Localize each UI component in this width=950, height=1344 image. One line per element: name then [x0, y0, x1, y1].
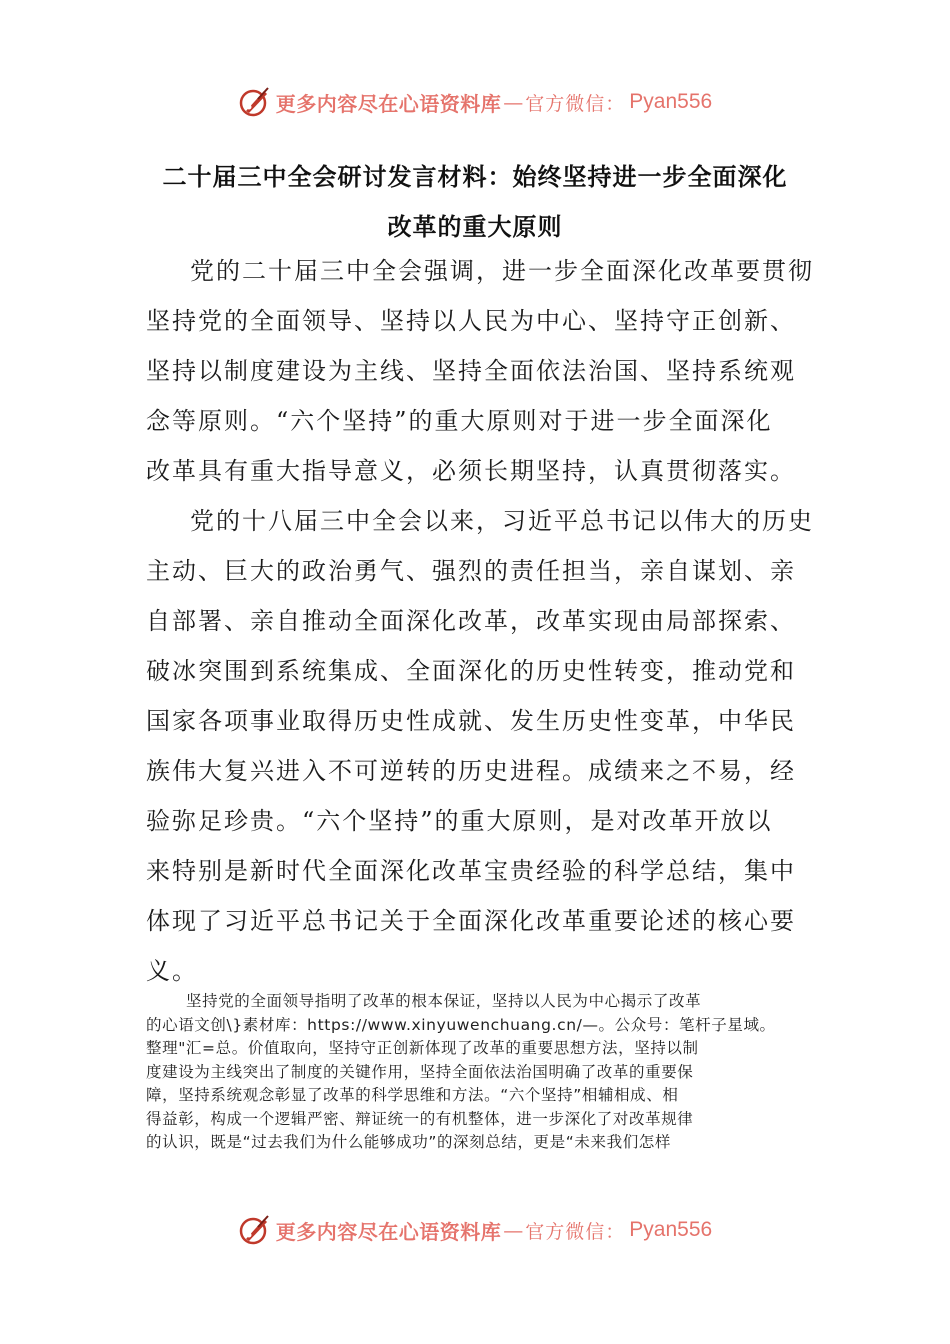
small-print-paragraph	[146, 990, 826, 1155]
paragraph-1	[146, 246, 814, 496]
banner-brand-text: 更多内容尽在心语资料库	[275, 91, 502, 116]
paragraph-line: 族伟大复兴进入不可逆转的历史进程。成绩来之不易，经	[146, 757, 796, 785]
small-line: 的认识，既是“过去我们为什么能够成功”的深刻总结，更是“未来我们怎样	[146, 1133, 671, 1151]
paragraph-2	[146, 496, 814, 996]
small-line: 障，坚持系统观念彰显了改革的科学思维和方法。“六个坚持”相辅相成、相	[146, 1086, 679, 1104]
paragraph-line: 自部署、亲自推动全面深化改革，改革实现由局部探索、	[146, 607, 796, 635]
small-line: 坚持党的全面领导指明了改革的根本保证，坚持以人民为中心揭示了改革	[186, 992, 702, 1010]
paragraph-line: 念等原则。“六个坚持”的重大原则对于进一步全面深化	[146, 407, 773, 435]
quill-pen-logo-icon	[238, 85, 272, 119]
title-line-1: 二十届三中全会研讨发言材料：始终坚持进一步全面深化	[162, 163, 788, 191]
banner-wechat-handle: Pyan556	[629, 90, 713, 113]
paragraph-line: 党的十八届三中全会以来，习近平总书记以伟大的历史	[190, 507, 814, 535]
banner-brand-text: 更多内容尽在心语资料库	[275, 1219, 502, 1244]
title-line-2: 改革的重大原则	[387, 213, 563, 241]
banner-dash: —	[503, 90, 524, 114]
quill-pen-logo-icon	[238, 1213, 272, 1247]
paragraph-line: 坚持以制度建设为主线、坚持全面依法治国、坚持系统观	[146, 357, 796, 385]
paragraph-line: 改革具有重大指导意义，必须长期坚持，认真贯彻落实。	[146, 457, 796, 485]
small-line: 整理"汇=总。价值取向，坚持守正创新体现了改革的重要思想方法，坚持以制	[146, 1039, 699, 1057]
footer-banner	[0, 1208, 950, 1252]
header-banner	[0, 80, 950, 124]
document-body	[146, 246, 814, 996]
paragraph-line: 坚持党的全面领导、坚持以人民为中心、坚持守正创新、	[146, 307, 796, 335]
paragraph-line: 党的二十届三中全会强调，进一步全面深化改革要贯彻	[190, 257, 814, 285]
banner-wechat-handle: Pyan556	[629, 1218, 713, 1241]
paragraph-line: 体现了习近平总书记关于全面深化改革重要论述的核心要	[146, 907, 796, 935]
small-line: 的心语文创\}素材库：https://www.xinyuwenchuang.cn/—。公众号：笔杆子星域。	[146, 1015, 776, 1034]
paragraph-line: 主动、巨大的政治勇气、强烈的责任担当，亲自谋划、亲	[146, 557, 796, 585]
banner-wechat-label: 官方微信：	[525, 1220, 626, 1243]
paragraph-line: 义。	[146, 957, 198, 985]
banner-wechat-label: 官方微信：	[525, 92, 626, 115]
paragraph-line: 来特别是新时代全面深化改革宝贵经验的科学总结，集中	[146, 857, 796, 885]
paragraph-line: 破冰突围到系统集成、全面深化的历史性转变，推动党和	[146, 657, 796, 685]
document-title	[0, 152, 950, 252]
paragraph-line: 国家各项事业取得历史性成就、发生历史性变革，中华民	[146, 707, 796, 735]
small-line: 得益彰，构成一个逻辑严密、辩证统一的有机整体，进一步深化了对改革规律	[146, 1109, 694, 1128]
small-line: 度建设为主线突出了制度的关键作用，坚持全面依法治国明确了改革的重要保	[146, 1062, 694, 1081]
banner-dash: —	[503, 1218, 524, 1242]
paragraph-line: 验弥足珍贵。“六个坚持”的重大原则，是对改革开放以	[146, 807, 773, 835]
